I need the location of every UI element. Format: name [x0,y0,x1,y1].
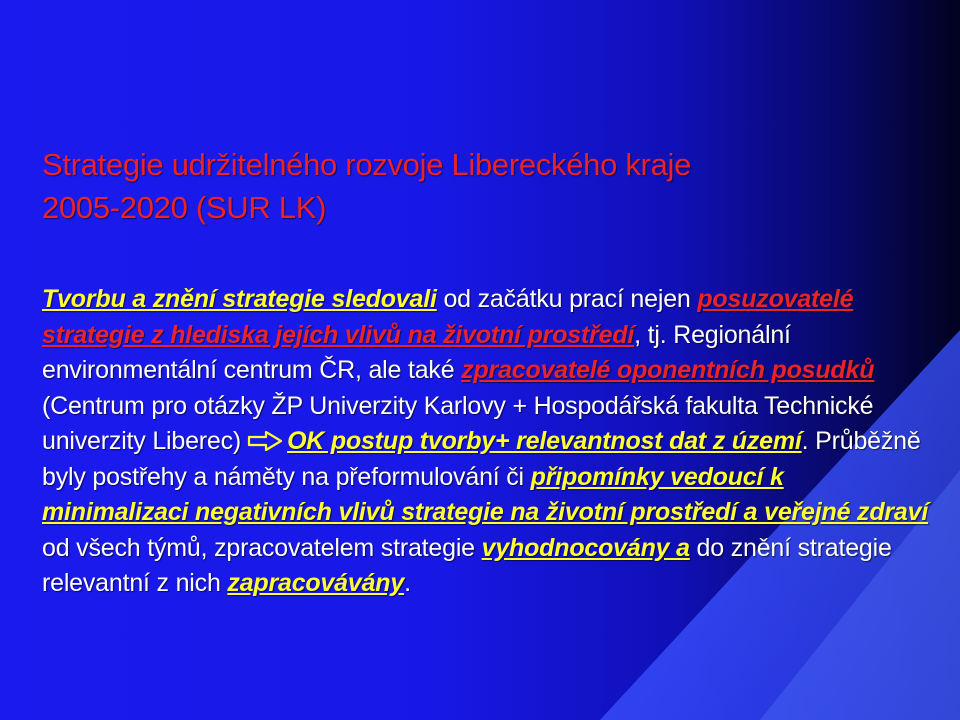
text-into-wording: do znění strategie relevantní z nich [42,533,892,597]
title-line-2: 2005-2020 (SUR LK) [42,190,327,225]
title-line-1: Strategie udržitelného rozvoje Libereckého kraje [42,147,692,182]
text-incorporated: zapracovávány [227,569,405,597]
outline-right-arrow-icon [247,431,283,451]
text-from-all-teams: od všech týmů, zpracovatelem strategie [42,533,482,562]
text-evaluated: vyhodnocovány a [481,533,690,562]
text-from-start: od začátku prací nejen [436,285,698,313]
text-period: . [404,569,411,597]
slide-body-text [42,282,932,602]
text-ongoing-comments: . Průběžně byly postřehy a náměty na přeformulování či [42,427,921,491]
text-ok-procedure: OK postup tvorby+ relevantnost dat z území [287,427,802,455]
text-rec-center: , tj. Regionální environmentální centrum ČR, ale také [42,320,791,384]
text-universities: (Centrum pro otázky ŽP Univerzity Karlovy + Hospodářská fakulta Technické univerzity Liberec) [42,391,874,455]
slide-title [42,143,922,229]
text-sea-assessors: posuzovatelé strategie z hlediska jejích vlivů na životní prostředí [42,285,854,349]
text-monitored-by: Tvorbu a znění strategie sledovali [42,285,437,313]
text-minimization-comments: připomínky vedoucí k minimalizaci negativních vlivů strategie na životní prostředí a veřejné zdraví [42,462,929,526]
text-opponent-authors: zpracovatelé oponentních posudků [461,356,875,384]
